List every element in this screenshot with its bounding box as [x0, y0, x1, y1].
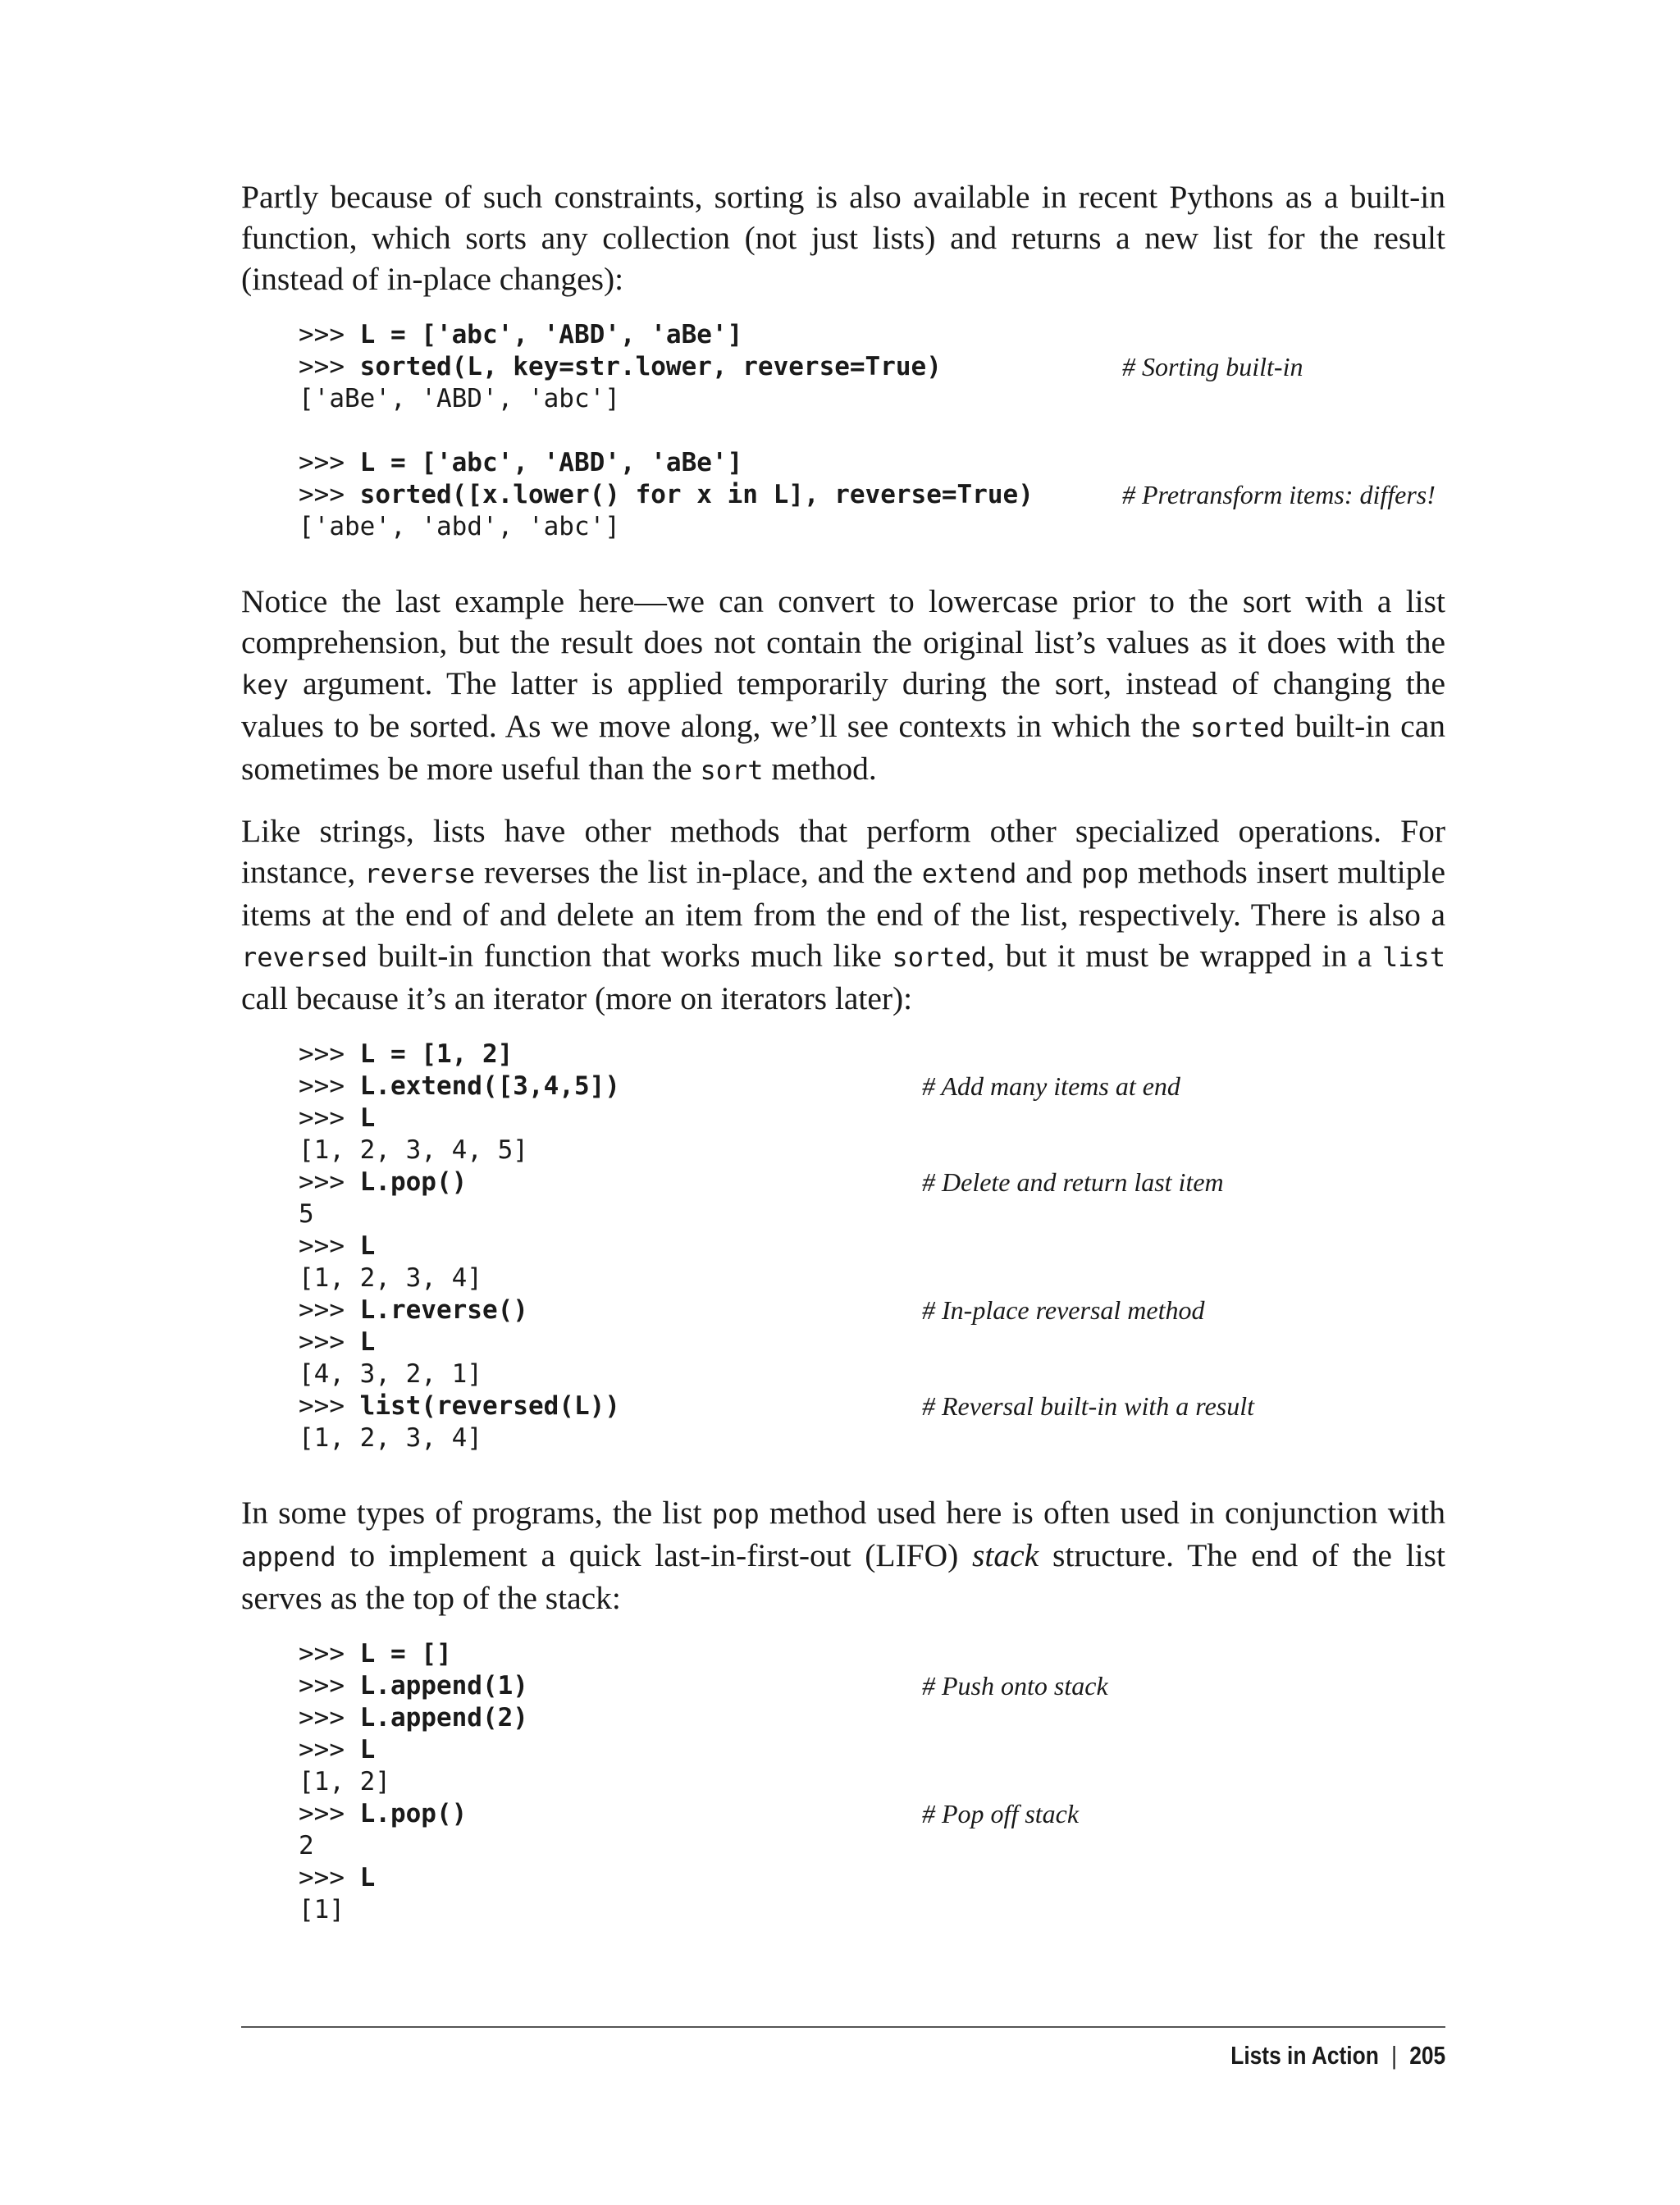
code-line: >>> L	[299, 1327, 376, 1357]
code-line: >>> L	[299, 1863, 376, 1892]
code-output: ['abe', 'abd', 'abc']	[299, 512, 620, 541]
code-blank-line	[299, 415, 1445, 447]
code-output: [1, 2, 3, 4]	[299, 1423, 482, 1453]
code-line: >>> L.extend([3,4,5]) # Add many items at end	[299, 1071, 1180, 1101]
paragraph-text: Partly because of such constraints, sorting is also available in recent Pythons as a built-in function, which sorts any collection (not just lists) and returns a new list for the result (instead of in-place changes):	[241, 179, 1445, 297]
inline-code: reverse	[364, 858, 476, 889]
code-output: [1, 2, 3, 4]	[299, 1263, 482, 1293]
code-comment: # Pop off stack	[922, 1799, 1080, 1828]
inline-code: pop	[711, 1499, 760, 1530]
code-output: 2	[299, 1831, 314, 1860]
code-comment: # Sorting built-in	[1122, 352, 1303, 381]
code-block-list-methods	[241, 1039, 1445, 1454]
code-line: >>> L.reverse() # In-place reversal method	[299, 1295, 1205, 1325]
code-comment: # Reversal built-in with a result	[922, 1391, 1254, 1421]
inline-code: extend	[921, 858, 1017, 889]
code-output: [1, 2, 3, 4, 5]	[299, 1135, 528, 1165]
footer-divider	[241, 2026, 1445, 2028]
inline-code: sorted	[892, 942, 988, 973]
code-line: >>> L.pop() # Pop off stack	[299, 1799, 1080, 1828]
code-comment: # Delete and return last item	[922, 1167, 1224, 1197]
paragraph-stack: In some types of programs, the list pop method used here is often used in conjunction with append to implement a quick last-in-first-out (LIFO) stack structure. The end of the list serves as the top of the stack:	[241, 1495, 1445, 1616]
code-line: >>> list(reversed(L)) # Reversal built-in with a result	[299, 1391, 1254, 1421]
code-line: >>> L.pop() # Delete and return last item	[299, 1167, 1224, 1197]
paragraph-key-argument: Notice the last example here—we can convert to lowercase prior to the sort with a list comprehension, but the result does not contain the original list’s values as it does with the key argument. The latter is applied temporarily during the sort, instead of changing the values to be sorted. As we move along, we’ll see contexts in which the sorted built-in can sometimes be more useful than the sort method.	[241, 583, 1445, 787]
paragraph-list-methods: Like strings, lists have other methods that perform other specialized operations. For instance, reverse reverses the list in-place, and the extend and pop methods insert multiple items at the end of and delete an item from the end of the list, respectively. There is also a reversed built-in function that works much like sorted, but it must be wrapped in a list call because it’s an iterator (more on iterators later):	[241, 813, 1445, 1016]
code-line: >>> L	[299, 1103, 376, 1133]
code-output: ['aBe', 'ABD', 'abc']	[299, 384, 620, 413]
inline-code: sort	[700, 755, 764, 786]
code-line: >>> L = ['abc', 'ABD', 'aBe']	[299, 320, 743, 349]
code-line: >>> L	[299, 1231, 376, 1261]
code-output: [4, 3, 2, 1]	[299, 1359, 482, 1389]
code-comment: # In-place reversal method	[922, 1295, 1205, 1325]
code-comment: # Add many items at end	[922, 1071, 1180, 1101]
inline-code: reversed	[241, 942, 368, 973]
code-line: >>> L = ['abc', 'ABD', 'aBe']	[299, 448, 743, 477]
code-output: [1, 2]	[299, 1767, 390, 1796]
paragraph-sorted-intro	[241, 176, 1445, 299]
code-block-sorted	[241, 319, 1445, 543]
code-line: >>> sorted(L, key=str.lower, reverse=True) # Sorting built-in	[299, 352, 1303, 381]
code-comment: # Pretransform items: differs!	[1122, 480, 1436, 509]
code-line: >>> L = [1, 2]	[299, 1039, 514, 1069]
inline-code: append	[241, 1541, 336, 1573]
code-line: >>> L.append(1) # Push onto stack	[299, 1671, 1108, 1701]
code-line: >>> L = []	[299, 1639, 452, 1669]
emphasis: stack	[972, 1537, 1039, 1573]
code-line: >>> L	[299, 1735, 376, 1764]
code-comment: # Push onto stack	[922, 1671, 1108, 1701]
inline-code: key	[241, 669, 289, 701]
footer-separator: |	[1390, 2041, 1397, 2070]
code-output: 5	[299, 1199, 314, 1229]
inline-code: list	[1381, 942, 1445, 973]
code-block-stack	[241, 1638, 1445, 1926]
code-line: >>> L.append(2)	[299, 1703, 528, 1732]
page-number: 205	[1409, 2041, 1445, 2070]
page-content	[241, 176, 1445, 1964]
footer-section-title: Lists in Action	[1230, 2041, 1379, 2070]
code-output: [1]	[299, 1895, 345, 1924]
inline-code: pop	[1081, 858, 1129, 889]
inline-code: sorted	[1190, 712, 1285, 743]
code-line: >>> sorted([x.lower() for x in L], reverse=True) # Pretransform items: differs!	[299, 480, 1436, 509]
page-footer	[1230, 2041, 1445, 2070]
